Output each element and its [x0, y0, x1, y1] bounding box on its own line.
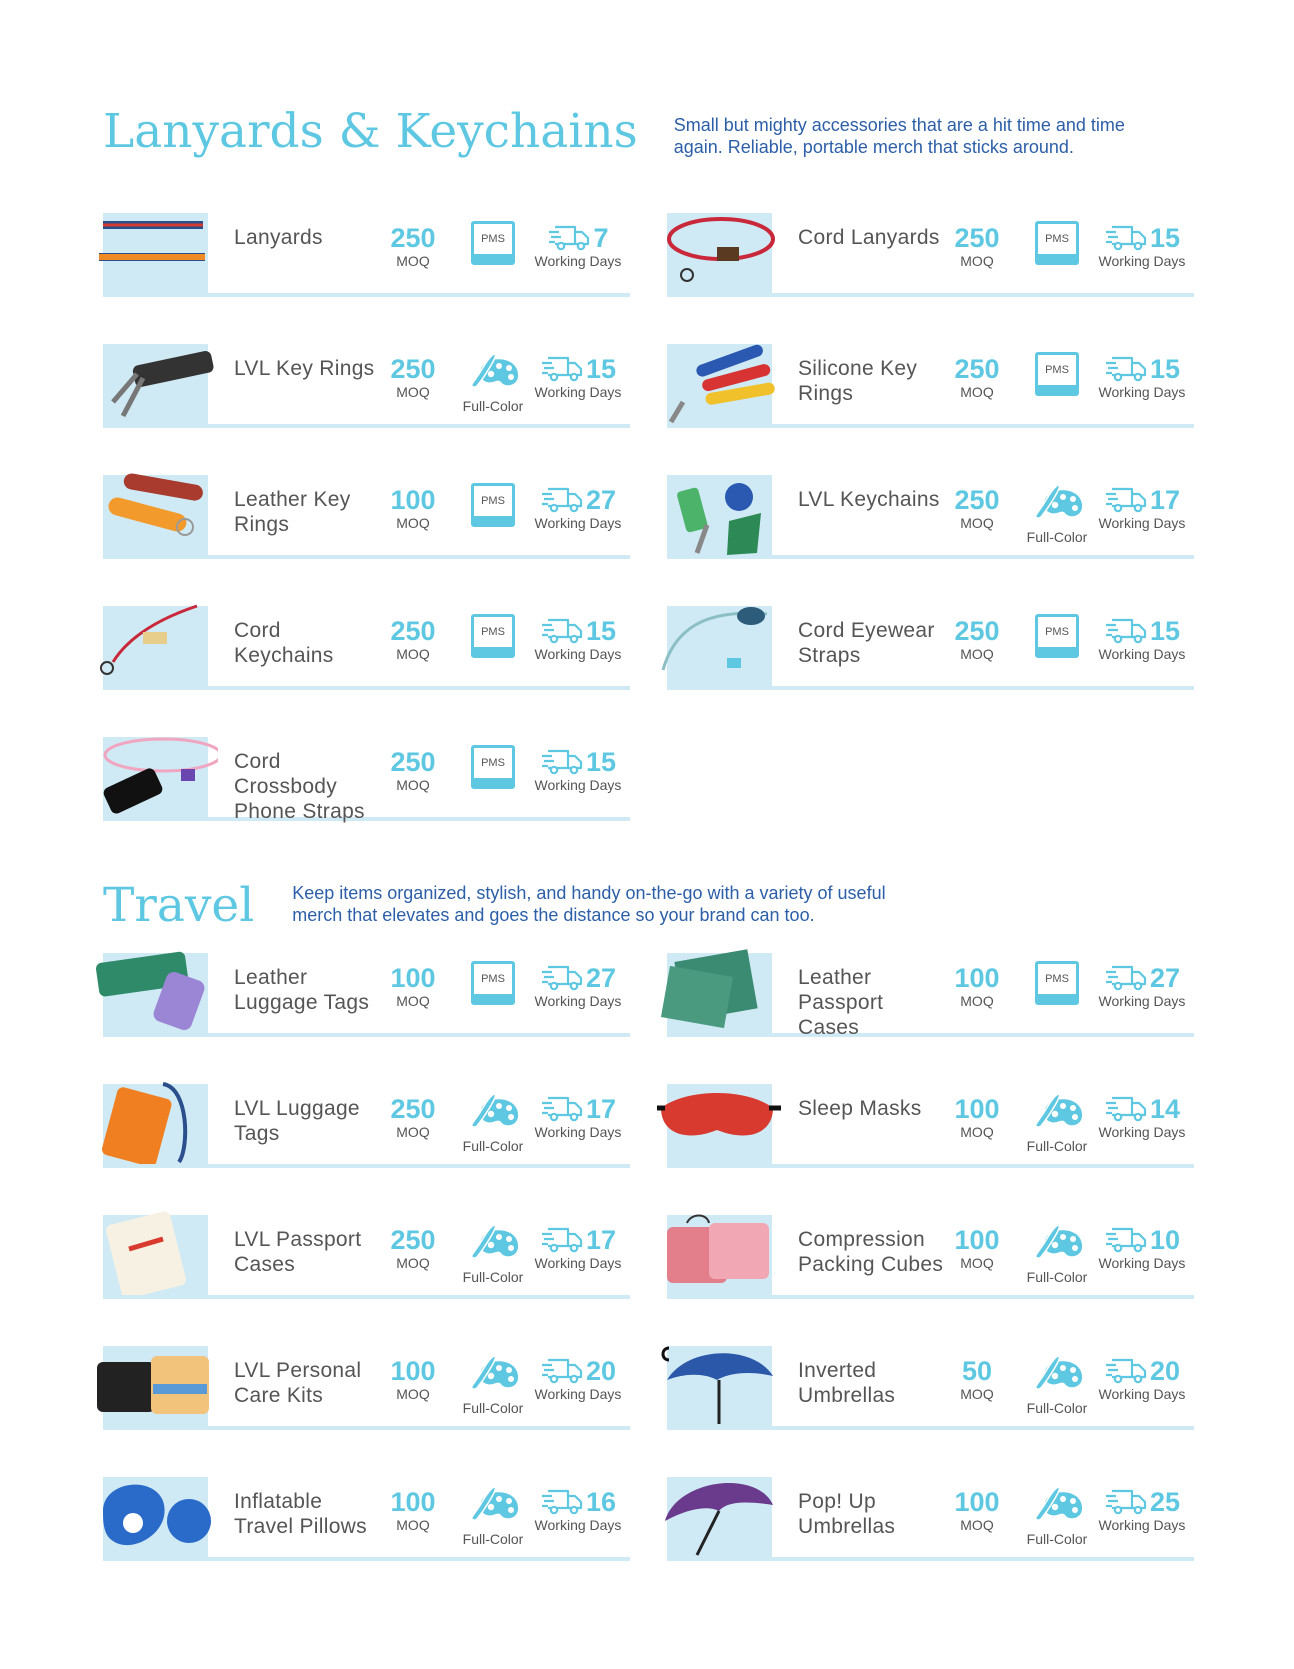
moq-label: MOQ	[396, 1124, 430, 1140]
days-label: Working Days	[1098, 1124, 1186, 1140]
turnaround-block	[1092, 963, 1192, 1009]
truck-icon	[540, 486, 584, 514]
jetset-passport-photo	[93, 1209, 218, 1299]
days-value: 27	[1149, 963, 1181, 993]
moq-value: 250	[390, 223, 436, 253]
pms-label: PMS	[1045, 626, 1069, 638]
turnaround-block	[528, 1094, 628, 1140]
moq-value: 250	[954, 223, 1000, 253]
product-name: Pop! Up Umbrellas	[798, 1490, 896, 1538]
section-header-travel	[103, 878, 932, 933]
turnaround-block	[1092, 223, 1192, 269]
section-description: Keep items organized, stylish, and handy on-the-go with a variety of useful merch that elevates and goes the distance so your brand can too.	[292, 883, 886, 925]
packing-cube-photo	[657, 1209, 782, 1299]
product-name: LVL Luggage Tags	[234, 1097, 360, 1145]
moq-label: MOQ	[396, 1386, 430, 1402]
moq-value: 100	[954, 1487, 1000, 1517]
product-card	[103, 344, 630, 428]
days-label: Working Days	[1098, 515, 1186, 531]
days-value: 15	[1149, 354, 1181, 384]
palette-brush-icon	[465, 1223, 521, 1263]
product-name: Inflatable Travel Pillows	[234, 1490, 367, 1538]
truck-icon	[1104, 617, 1148, 645]
print-label: Full-Color	[462, 1138, 524, 1154]
days-value: 27	[585, 485, 617, 515]
print-label: Full-Color	[462, 1531, 524, 1547]
cord-lanyard-photo	[657, 207, 782, 297]
card-underline	[667, 424, 1194, 428]
pms-icon	[1035, 221, 1079, 265]
print-method	[453, 1485, 533, 1547]
product-name: Leather Key Rings	[234, 488, 351, 536]
palette-brush-icon	[1029, 1485, 1085, 1525]
palette-brush-icon	[1029, 1092, 1085, 1132]
orange-luggage-tag-photo	[93, 1078, 218, 1168]
truck-icon	[1104, 224, 1148, 252]
print-label: Full-Color	[1026, 1138, 1088, 1154]
product-card	[103, 213, 630, 297]
truck-icon	[1104, 486, 1148, 514]
moq-block	[947, 354, 1007, 400]
print-label: Full-Color	[1026, 1400, 1088, 1416]
days-value: 25	[1149, 1487, 1181, 1517]
section-header-lanyards	[103, 104, 1144, 159]
truck-icon	[540, 1226, 584, 1254]
pms-label: PMS	[481, 495, 505, 507]
moq-value: 100	[390, 963, 436, 993]
turnaround-block	[1092, 485, 1192, 531]
passport-case-photo	[657, 947, 782, 1037]
product-card	[667, 953, 1194, 1037]
turnaround-block	[1092, 1487, 1192, 1533]
moq-value: 250	[390, 354, 436, 384]
card-underline	[667, 1164, 1194, 1168]
truck-icon	[1104, 1488, 1148, 1516]
print-method	[453, 614, 533, 658]
product-card	[103, 1346, 630, 1430]
days-label: Working Days	[534, 993, 622, 1009]
turnaround-block	[528, 1356, 628, 1402]
section-title: Lanyards & Keychains	[103, 104, 638, 159]
product-card	[103, 1477, 630, 1561]
moq-block	[383, 963, 443, 1009]
moq-label: MOQ	[960, 1386, 994, 1402]
days-label: Working Days	[1098, 384, 1186, 400]
pms-icon	[471, 614, 515, 658]
keychain-photo	[657, 469, 782, 559]
days-label: Working Days	[534, 1124, 622, 1140]
print-method	[1017, 483, 1097, 545]
moq-block	[947, 616, 1007, 662]
moq-label: MOQ	[960, 515, 994, 531]
print-method	[453, 1354, 533, 1416]
card-underline	[103, 424, 630, 428]
moq-block	[383, 1487, 443, 1533]
days-value: 15	[1149, 616, 1181, 646]
popup-umbrella-photo	[657, 1471, 782, 1561]
moq-label: MOQ	[396, 646, 430, 662]
days-label: Working Days	[1098, 646, 1186, 662]
moq-value: 100	[390, 1487, 436, 1517]
product-name: LVL Keychains	[798, 488, 940, 511]
moq-label: MOQ	[960, 993, 994, 1009]
moq-block	[947, 1094, 1007, 1140]
truck-icon	[540, 1357, 584, 1385]
card-underline	[667, 686, 1194, 690]
days-value: 16	[585, 1487, 617, 1517]
print-label: Full-Color	[462, 398, 524, 414]
moq-value: 250	[954, 616, 1000, 646]
moq-label: MOQ	[396, 777, 430, 793]
pms-label: PMS	[481, 626, 505, 638]
sleep-mask-photo	[657, 1078, 782, 1168]
days-value: 10	[1149, 1225, 1181, 1255]
card-underline	[667, 293, 1194, 297]
pms-label: PMS	[1045, 233, 1069, 245]
cord-keychain-photo	[93, 600, 218, 690]
truck-icon	[1104, 1357, 1148, 1385]
leather-key-ring-photo	[93, 469, 218, 559]
pms-icon	[1035, 961, 1079, 1005]
card-underline	[103, 1033, 630, 1037]
card-underline	[667, 1426, 1194, 1430]
moq-block	[947, 485, 1007, 531]
card-underline	[103, 1295, 630, 1299]
palette-brush-icon	[1029, 1354, 1085, 1394]
moq-label: MOQ	[960, 1517, 994, 1533]
product-name: Cord Keychains	[234, 619, 334, 667]
days-value: 20	[1149, 1356, 1181, 1386]
print-method	[1017, 352, 1097, 396]
days-value: 17	[1149, 485, 1181, 515]
print-label: Full-Color	[1026, 1269, 1088, 1285]
moq-label: MOQ	[960, 1255, 994, 1271]
product-card	[103, 953, 630, 1037]
turnaround-block	[528, 485, 628, 531]
days-label: Working Days	[1098, 1386, 1186, 1402]
key-ring-photo	[93, 338, 218, 428]
print-method	[1017, 1354, 1097, 1416]
turnaround-block	[1092, 354, 1192, 400]
eyewear-strap-photo	[657, 600, 782, 690]
product-card	[103, 737, 630, 821]
product-name: Sleep Masks	[798, 1097, 922, 1120]
moq-label: MOQ	[960, 646, 994, 662]
care-kit-photo	[93, 1340, 218, 1430]
inverted-umbrella-photo	[657, 1340, 782, 1430]
days-label: Working Days	[534, 384, 622, 400]
pms-label: PMS	[481, 233, 505, 245]
truck-icon	[547, 224, 591, 252]
moq-value: 250	[954, 485, 1000, 515]
days-label: Working Days	[534, 777, 622, 793]
card-underline	[667, 555, 1194, 559]
print-method	[453, 352, 533, 414]
product-name: Cord Eyewear Straps	[798, 619, 935, 667]
section-title: Travel	[103, 878, 255, 933]
moq-block	[383, 354, 443, 400]
product-card	[103, 475, 630, 559]
product-card	[103, 1084, 630, 1168]
product-card	[103, 606, 630, 690]
phone-strap-photo	[93, 731, 218, 821]
product-card	[667, 1477, 1194, 1561]
pms-icon	[1035, 352, 1079, 396]
lanyard-photo	[93, 207, 218, 297]
product-name: LVL Key Rings	[234, 357, 375, 380]
moq-block	[383, 616, 443, 662]
print-label: Full-Color	[462, 1269, 524, 1285]
moq-block	[947, 1225, 1007, 1271]
truck-icon	[540, 617, 584, 645]
days-value: 7	[593, 223, 609, 253]
days-value: 17	[585, 1225, 617, 1255]
product-card	[667, 1215, 1194, 1299]
moq-value: 250	[390, 1225, 436, 1255]
product-name: Compression Packing Cubes	[798, 1228, 944, 1276]
days-value: 17	[585, 1094, 617, 1124]
turnaround-block	[1092, 1094, 1192, 1140]
moq-block	[383, 1356, 443, 1402]
product-name: Leather Passport Cases	[798, 966, 884, 1039]
palette-brush-icon	[465, 1354, 521, 1394]
product-card	[103, 1215, 630, 1299]
product-name: LVL Personal Care Kits	[234, 1359, 362, 1407]
product-name: Silicone Key Rings	[798, 357, 918, 405]
pms-icon	[471, 745, 515, 789]
moq-value: 100	[954, 1225, 1000, 1255]
print-method	[453, 1223, 533, 1285]
moq-label: MOQ	[396, 253, 430, 269]
pms-label: PMS	[1045, 973, 1069, 985]
moq-block	[383, 485, 443, 531]
pms-icon	[471, 961, 515, 1005]
palette-brush-icon	[465, 1485, 521, 1525]
section-description: Small but mighty accessories that are a hit time and time again. Reliable, portable merch that sticks around.	[673, 115, 1125, 157]
product-card	[667, 213, 1194, 297]
print-method	[1017, 614, 1097, 658]
product-name: LVL Passport Cases	[234, 1228, 362, 1276]
moq-value: 250	[390, 747, 436, 777]
print-method	[1017, 221, 1097, 265]
moq-value: 250	[954, 354, 1000, 384]
days-label: Working Days	[534, 515, 622, 531]
print-method	[453, 221, 533, 265]
product-card	[667, 606, 1194, 690]
turnaround-block	[528, 747, 628, 793]
days-label: Working Days	[534, 1255, 622, 1271]
moq-value: 50	[961, 1356, 993, 1386]
print-label: Full-Color	[1026, 529, 1088, 545]
truck-icon	[540, 748, 584, 776]
print-method	[453, 1092, 533, 1154]
product-name: Cord Lanyards	[798, 226, 940, 249]
moq-block	[947, 1356, 1007, 1402]
moq-label: MOQ	[960, 1124, 994, 1140]
pms-icon	[471, 221, 515, 265]
card-underline	[103, 555, 630, 559]
moq-block	[383, 1094, 443, 1140]
moq-value: 250	[390, 1094, 436, 1124]
days-value: 27	[585, 963, 617, 993]
card-underline	[103, 686, 630, 690]
moq-block	[947, 1487, 1007, 1533]
card-underline	[667, 1295, 1194, 1299]
moq-value: 100	[390, 485, 436, 515]
card-underline	[103, 1426, 630, 1430]
turnaround-block	[1092, 616, 1192, 662]
moq-label: MOQ	[396, 993, 430, 1009]
pms-label: PMS	[1045, 364, 1069, 376]
turnaround-block	[1092, 1356, 1192, 1402]
travel-pillow-photo	[93, 1471, 218, 1561]
truck-icon	[1104, 1095, 1148, 1123]
days-value: 14	[1149, 1094, 1181, 1124]
product-card	[667, 475, 1194, 559]
turnaround-block	[528, 963, 628, 1009]
card-underline	[103, 1557, 630, 1561]
palette-brush-icon	[1029, 1223, 1085, 1263]
print-method	[1017, 1223, 1097, 1285]
silicone-key-ring-photo	[657, 338, 782, 428]
truck-icon	[540, 355, 584, 383]
truck-icon	[1104, 1226, 1148, 1254]
moq-label: MOQ	[960, 384, 994, 400]
moq-label: MOQ	[396, 1517, 430, 1533]
product-name: Lanyards	[234, 226, 323, 249]
truck-icon	[540, 1488, 584, 1516]
print-method	[1017, 1092, 1097, 1154]
print-method	[1017, 1485, 1097, 1547]
product-name: Inverted Umbrellas	[798, 1359, 896, 1407]
moq-block	[947, 223, 1007, 269]
moq-block	[383, 223, 443, 269]
days-label: Working Days	[1098, 253, 1186, 269]
pms-label: PMS	[481, 757, 505, 769]
truck-icon	[540, 964, 584, 992]
days-label: Working Days	[1098, 993, 1186, 1009]
truck-icon	[1104, 355, 1148, 383]
days-label: Working Days	[534, 1386, 622, 1402]
product-card	[667, 1346, 1194, 1430]
turnaround-block	[528, 1487, 628, 1533]
days-label: Working Days	[1098, 1255, 1186, 1271]
product-card	[667, 344, 1194, 428]
turnaround-block	[528, 616, 628, 662]
print-method	[1017, 961, 1097, 1005]
pms-icon	[471, 483, 515, 527]
card-underline	[103, 293, 630, 297]
turnaround-block	[528, 1225, 628, 1271]
product-card	[667, 1084, 1194, 1168]
pms-icon	[1035, 614, 1079, 658]
print-label: Full-Color	[462, 1400, 524, 1416]
truck-icon	[540, 1095, 584, 1123]
turnaround-block	[528, 354, 628, 400]
luggage-tag-photo	[93, 947, 218, 1037]
card-underline	[667, 1557, 1194, 1561]
days-value: 20	[585, 1356, 617, 1386]
days-label: Working Days	[534, 1517, 622, 1533]
days-value: 15	[1149, 223, 1181, 253]
moq-label: MOQ	[396, 1255, 430, 1271]
moq-value: 250	[390, 616, 436, 646]
moq-label: MOQ	[960, 253, 994, 269]
moq-value: 100	[390, 1356, 436, 1386]
print-method	[453, 961, 533, 1005]
moq-value: 100	[954, 1094, 1000, 1124]
days-value: 15	[585, 747, 617, 777]
days-label: Working Days	[1098, 1517, 1186, 1533]
turnaround-block	[1092, 1225, 1192, 1271]
moq-block	[947, 963, 1007, 1009]
days-value: 15	[585, 354, 617, 384]
truck-icon	[1104, 964, 1148, 992]
palette-brush-icon	[465, 1092, 521, 1132]
product-name: Leather Luggage Tags	[234, 966, 370, 1014]
palette-brush-icon	[465, 352, 521, 392]
print-method	[453, 483, 533, 527]
pms-label: PMS	[481, 973, 505, 985]
moq-label: MOQ	[396, 515, 430, 531]
card-underline	[103, 1164, 630, 1168]
days-label: Working Days	[534, 253, 622, 269]
moq-block	[383, 747, 443, 793]
days-value: 15	[585, 616, 617, 646]
turnaround-block	[528, 223, 628, 269]
moq-label: MOQ	[396, 384, 430, 400]
palette-brush-icon	[1029, 483, 1085, 523]
print-label: Full-Color	[1026, 1531, 1088, 1547]
days-label: Working Days	[534, 646, 622, 662]
moq-block	[383, 1225, 443, 1271]
moq-value: 100	[954, 963, 1000, 993]
print-method	[453, 745, 533, 789]
product-name: Cord Crossbody Phone Straps	[234, 750, 365, 823]
